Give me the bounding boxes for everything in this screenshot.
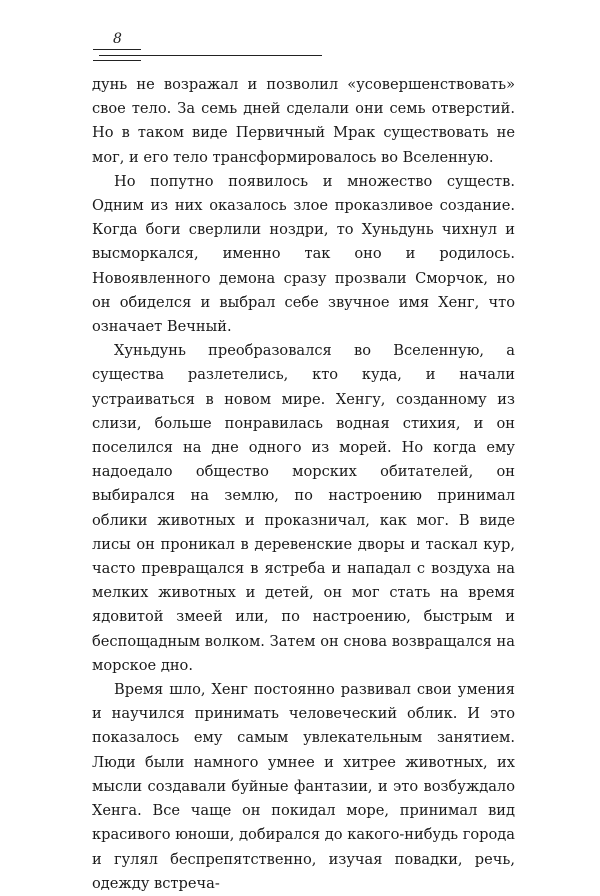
paragraph-1: дунь не возражал и позволил «усовершенствовать» свое тело. За семь дней сделали они семь отверстий. Но в таком виде Первичный Мрак существовать не мог, и его тело трансформировалось во Вселенную.	[92, 76, 515, 166]
paragraph-2: Но попутно появилось и множество существ. Одним из них оказалось злое проказливое создание. Когда боги сверлили ноздри, то Хуньдунь чихнул и высморкался, именно так оно и родилось. Новоявленного демона сразу прозвали Сморчок, но он обиделся и выбрал себе звучное имя Хенг, что означает Вечный.	[92, 172, 515, 336]
header-rule-top	[93, 49, 141, 50]
header-rule-bottom	[93, 60, 141, 61]
paragraph-3: Хуньдунь преобразовался во Вселенную, а существа разлетелись, кто куда, и начали устраиваться в новом мире. Хенгу, созданному из слизи, больше понравилась водная стихия, и он поселился на дне одного из морей. Но когда ему надоедало общество морских обитателей, он выбирался на землю, по настроению принимал облики животных и проказничал, как мог. В виде лисы он проникал в деревенские дворы и таскал кур, часто превращался в ястреба и нападал с воздуха на мелких животных и детей, он мог стать на время ядовитой змеей или, по настроению, быстрым и беспощадным волком. Затем он снова возвращался на морское дно.	[92, 342, 515, 674]
body-text	[92, 73, 515, 896]
paragraph-4: Время шло, Хенг постоянно развивал свои умения и научился принимать человеческий облик. И это показалось ему самым увлекательным занятием. Люди были намного умнее и хитрее животных, их мысли создавали буйные фантазии, и это возбуждало Хенга. Все чаще он покидал море, принимал вид красивого юноши, добирался до какого-нибудь города и гулял беспрепятственно, изучая повадки, речь, одежду встреча-	[92, 681, 515, 892]
page-number: 8	[113, 31, 122, 47]
header-rule-long	[99, 55, 322, 56]
